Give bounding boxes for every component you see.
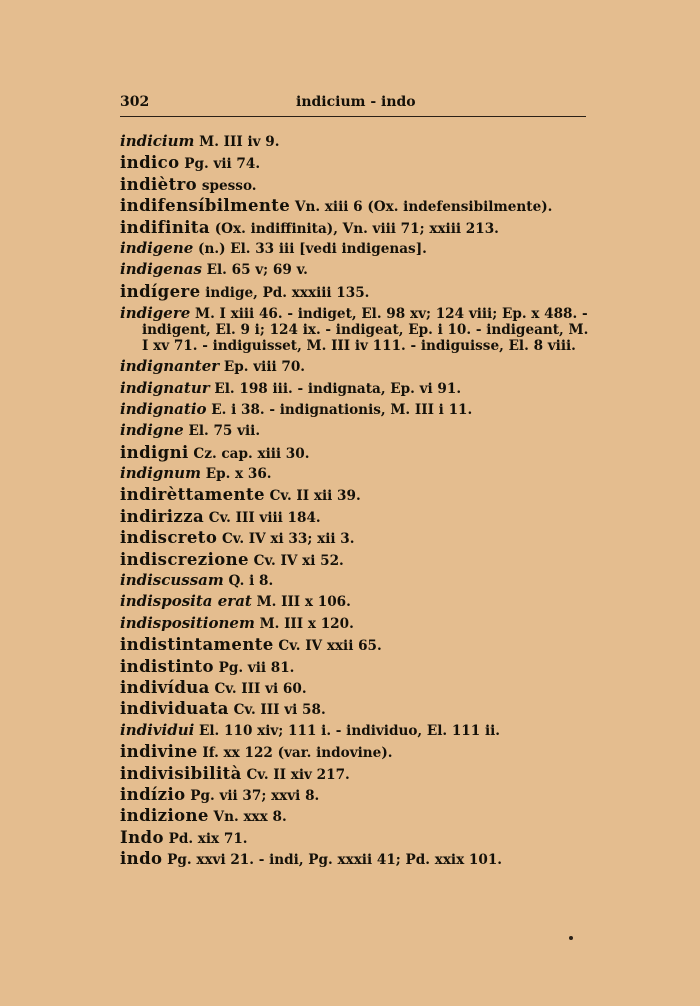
page-header (120, 94, 586, 114)
dictionary-entry (120, 613, 590, 634)
entry-headword: indiscussam (120, 571, 224, 590)
dictionary-entry (120, 152, 590, 173)
entry-citations: El. 65 v; 69 v. (206, 262, 308, 279)
entry-headword: indiètro (120, 174, 198, 194)
ink-speck (569, 936, 573, 940)
entry-citations: Pg. vii 37; xxvi 8. (190, 787, 320, 804)
entry-citations: Cv. II xiv 217. (246, 766, 350, 783)
entry-citations: Q. i 8. (228, 573, 274, 590)
entry-citations: Cv. II xii 39. (269, 488, 361, 505)
dictionary-entry (120, 698, 590, 719)
entry-headword: indistinto (120, 656, 214, 676)
entry-headword: indico (120, 153, 180, 173)
dictionary-entry (120, 131, 590, 152)
entry-headword: indignum (120, 464, 201, 483)
entry-citations: M. III x 120. (259, 615, 354, 632)
dictionary-entry (120, 378, 590, 399)
dictionary-entry (120, 741, 590, 762)
entry-headword: indirèttamente (120, 485, 265, 505)
dictionary-entry (120, 420, 590, 441)
dictionary-entry (120, 827, 590, 848)
entry-headword: indigene (120, 238, 194, 257)
dictionary-entry (120, 763, 590, 784)
header-rule (120, 116, 586, 117)
entry-citations: Pg. vii 74. (184, 156, 261, 173)
dictionary-entry (120, 463, 590, 484)
entry-citations: Vn. xiii 6 (Ox. indefensibilmente). (294, 199, 553, 216)
entry-citations: M. III iv 9. (199, 134, 280, 150)
entry-citations: (Ox. indiffinita), Vn. viii 71; xxiii 213. (214, 220, 499, 237)
entry-citations: Cv. III viii 184. (208, 509, 321, 526)
dictionary-entry (120, 442, 590, 463)
entry-citations: El. 110 xiv; 111 i. - individuo, El. 111 ii. (199, 722, 501, 739)
entry-citations: Pd. xix 71. (168, 830, 248, 847)
entry-headword: indignatio (120, 399, 207, 418)
dictionary-entry (120, 677, 590, 698)
entry-citations: Cz. cap. xiii 30. (193, 445, 310, 462)
entry-citations: Cv. IV xxii 65. (278, 638, 382, 655)
entry-list (120, 131, 590, 870)
entry-citations: spesso. (201, 177, 257, 194)
dictionary-entry (120, 634, 590, 655)
entry-headword: indo (120, 849, 163, 869)
dictionary-entry (120, 656, 590, 677)
entry-citations: Ep. viii 70. (223, 359, 306, 376)
entry-headword: indivine (120, 742, 198, 762)
entry-headword: indiscrezione (120, 549, 249, 569)
entry-citations: Pg. xxvi 21. - indi, Pg. xxxii 41; Pd. xxix 101. (167, 852, 503, 869)
entry-headword: indigne (120, 421, 184, 440)
entry-citations: Pg. vii 81. (218, 659, 295, 676)
entry-headword: indifinita (120, 217, 211, 237)
entry-headword: indiscreto (120, 528, 218, 548)
entry-headword: indigenas (120, 260, 202, 279)
entry-headword: individuata (120, 699, 229, 719)
entry-citations: Cv. IV xi 33; xii 3. (221, 531, 355, 548)
entry-headword: indivisibilità (120, 763, 242, 783)
dictionary-entry (120, 805, 590, 826)
entry-headword: indirizza (120, 506, 205, 526)
entry-citations: If. xx 122 (var. indovine). (202, 745, 393, 762)
dictionary-entry (120, 784, 590, 805)
dictionary-entry (120, 281, 590, 302)
page-number: 302 (120, 94, 150, 110)
entry-citations: Cv. IV xi 52. (253, 552, 344, 569)
dictionary-entry (120, 302, 590, 356)
entry-citations: M. III x 106. (256, 594, 351, 611)
entry-continuation-line: I xv 71. - indiguisset, M. III iv 111. - indiguisse, El. 8 viii. (142, 338, 576, 355)
dictionary-entry (120, 570, 590, 591)
dictionary-entry (120, 506, 590, 527)
entry-citations: Cv. III vi 60. (214, 680, 307, 697)
entry-citations: Vn. xxx 8. (213, 809, 287, 826)
entry-headword: indivídua (120, 677, 210, 697)
entry-headword: indigni (120, 442, 189, 462)
entry-citations: M. I xiii 46. - indiget, El. 98 xv; 124 viii; Ep. x 488. - (195, 306, 588, 323)
entry-continuation-line: indigent, El. 9 i; 124 ix. - indigeat, Ep. i 10. - indigeant, M. (142, 322, 589, 339)
entry-citations: E. i 38. - indignationis, M. III i 11. (211, 401, 473, 418)
dictionary-entry (120, 848, 590, 869)
dictionary-entry (120, 259, 590, 280)
entry-citations: El. 198 iii. - indignata, Ep. vi 91. (214, 380, 462, 397)
entry-headword: indignatur (120, 378, 210, 397)
dictionary-entry (120, 356, 590, 377)
entry-headword: indignanter (120, 357, 220, 376)
entry-headword: indízio (120, 784, 186, 804)
dictionary-entry (120, 399, 590, 420)
dictionary-entry (120, 549, 590, 570)
entry-headword: indicium (120, 132, 195, 150)
entry-headword: indifensíbilmente (120, 196, 291, 216)
entry-headword: indispositionem (120, 613, 255, 632)
entry-headword: indigere (120, 304, 191, 323)
dictionary-entry (120, 591, 590, 612)
dictionary-entry (120, 195, 590, 216)
entry-headword: indisposita erat (120, 592, 252, 611)
entry-headword: individui (120, 720, 195, 739)
entry-headword: indígere (120, 281, 201, 301)
dictionary-entry (120, 217, 590, 238)
dictionary-entry (120, 174, 590, 195)
entry-citations: Ep. x 36. (205, 466, 272, 483)
entry-citations: indige, Pd. xxxiii 135. (205, 284, 370, 301)
dictionary-entry (120, 720, 590, 741)
entry-headword: Indo (120, 827, 164, 847)
dictionary-entry (120, 527, 590, 548)
dictionary-entry (120, 484, 590, 505)
running-head: indicium - indo (296, 94, 416, 110)
entry-citations: (n.) El. 33 iii [vedi indigenas]. (198, 240, 427, 257)
entry-citations: Cv. III vi 58. (233, 702, 326, 719)
entry-headword: indizione (120, 806, 209, 826)
entry-citations: El. 75 vii. (188, 423, 261, 440)
dictionary-entry (120, 238, 590, 259)
entry-headword: indistintamente (120, 635, 274, 655)
